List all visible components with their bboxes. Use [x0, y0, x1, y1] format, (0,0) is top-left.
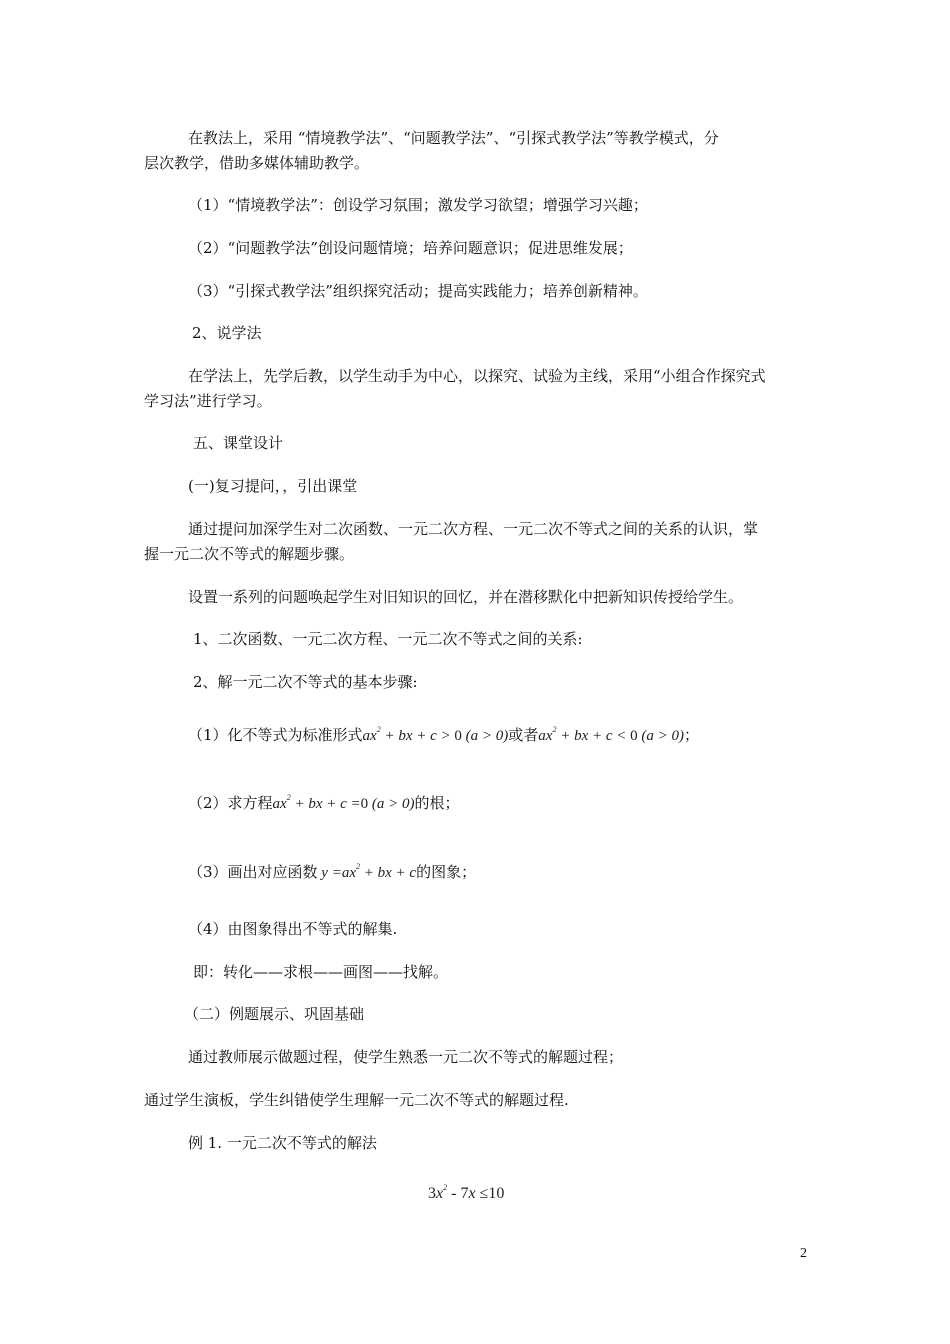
heading-review: (一)复习提问，，引出课堂	[188, 477, 358, 495]
paragraph-teaching-method-line2: 层次教学，借助多媒体辅助教学。	[144, 154, 370, 172]
question-basic-steps: 2、解一元二次不等式的基本步骤:	[193, 673, 418, 691]
step-draw-graph	[188, 857, 476, 883]
heading-examples: （二）例题展示、巩固基础	[184, 1005, 365, 1023]
formula-inequality-greater: $ax^2$ + bx + c > 0 (a > 0)	[362, 725, 509, 744]
list-item-problem-method: （2）“问题教学法”创设问题情境；培养问题意识；促进思维发展；	[188, 239, 633, 257]
paragraph-student-board: 通过学生演板，学生纠错使学生理解一元二次不等式的解题过程.	[144, 1091, 569, 1109]
summary-steps: 即：转化——求根——画图——找解。	[193, 963, 449, 981]
formula-inequality-less: $ax^2$ + bx + c < 0 (a > 0)	[538, 725, 685, 744]
paragraph-study-method-line1: 在学法上，先学后教，以学生动手为中心，以探究、试验为主线，采用“小组合作探究式	[188, 367, 766, 385]
formula-example-inequality: $3x^2 - 7x \le 10$	[428, 1183, 505, 1202]
paragraph-review-line1: 通过提问加深学生对二次函数、一元二次方程、一元二次不等式之间的关系的认识，掌	[188, 520, 759, 538]
step-standard-form: （1）化不等式为标准形式$ax^2$ + bx + c > 0 (a > 0)或者$ax^2$ + bx + c < 0 (a > 0)；	[188, 725, 700, 744]
step1-text: （1）化不等式为标准形式	[188, 726, 363, 744]
example-1-title: 例 1. 一元二次不等式的解法	[188, 1134, 377, 1152]
heading-class-design: 五、课堂设计	[193, 434, 284, 452]
formula-function: $y =ax^2$ + bx + c	[321, 862, 417, 881]
paragraph-study-method-line2: 学习法”进行学习。	[144, 392, 272, 410]
heading-study-method: 2、说学法	[192, 324, 262, 342]
step-solve-equation	[188, 788, 460, 814]
step3-suffix: 的图象；	[416, 863, 477, 881]
paragraph-review-line2: 握一元二次不等式的解题步骤。	[144, 545, 355, 563]
step-solution-set: （4）由图象得出不等式的解集.	[188, 920, 398, 938]
paragraph-teacher-demo: 通过教师展示做题过程，使学生熟悉一元二次不等式的解题过程；	[188, 1048, 624, 1066]
paragraph-questions: 设置一系列的问题唤起学生对旧知识的回忆，并在潜移默化中把新知识传授给学生。	[188, 588, 744, 606]
paragraph-teaching-method-line1: 在教法上，采用 “情境教学法”、“问题教学法”、“引探式教学法”等教学模式，分	[188, 129, 719, 147]
list-item-inquiry-method: （3）“引探式教学法”组织探究活动；提高实践能力；培养创新精神。	[188, 282, 648, 300]
step1-or: 或者	[508, 726, 539, 744]
question-relationship: 1、二次函数、一元二次方程、一元二次不等式之间的关系:	[193, 630, 583, 648]
formula-equation: $ax^2$ + bx + c =0 (a > 0)	[272, 793, 415, 812]
step3-text: （3）画出对应函数	[188, 863, 318, 881]
list-item-situation-method: （1）“情境教学法”：创设学习氛围；激发学习欲望；增强学习兴趣；	[188, 196, 648, 214]
page-number: 2	[800, 1246, 807, 1261]
step2-suffix: 的根；	[414, 794, 460, 812]
step2-text: （2）求方程	[188, 794, 273, 812]
